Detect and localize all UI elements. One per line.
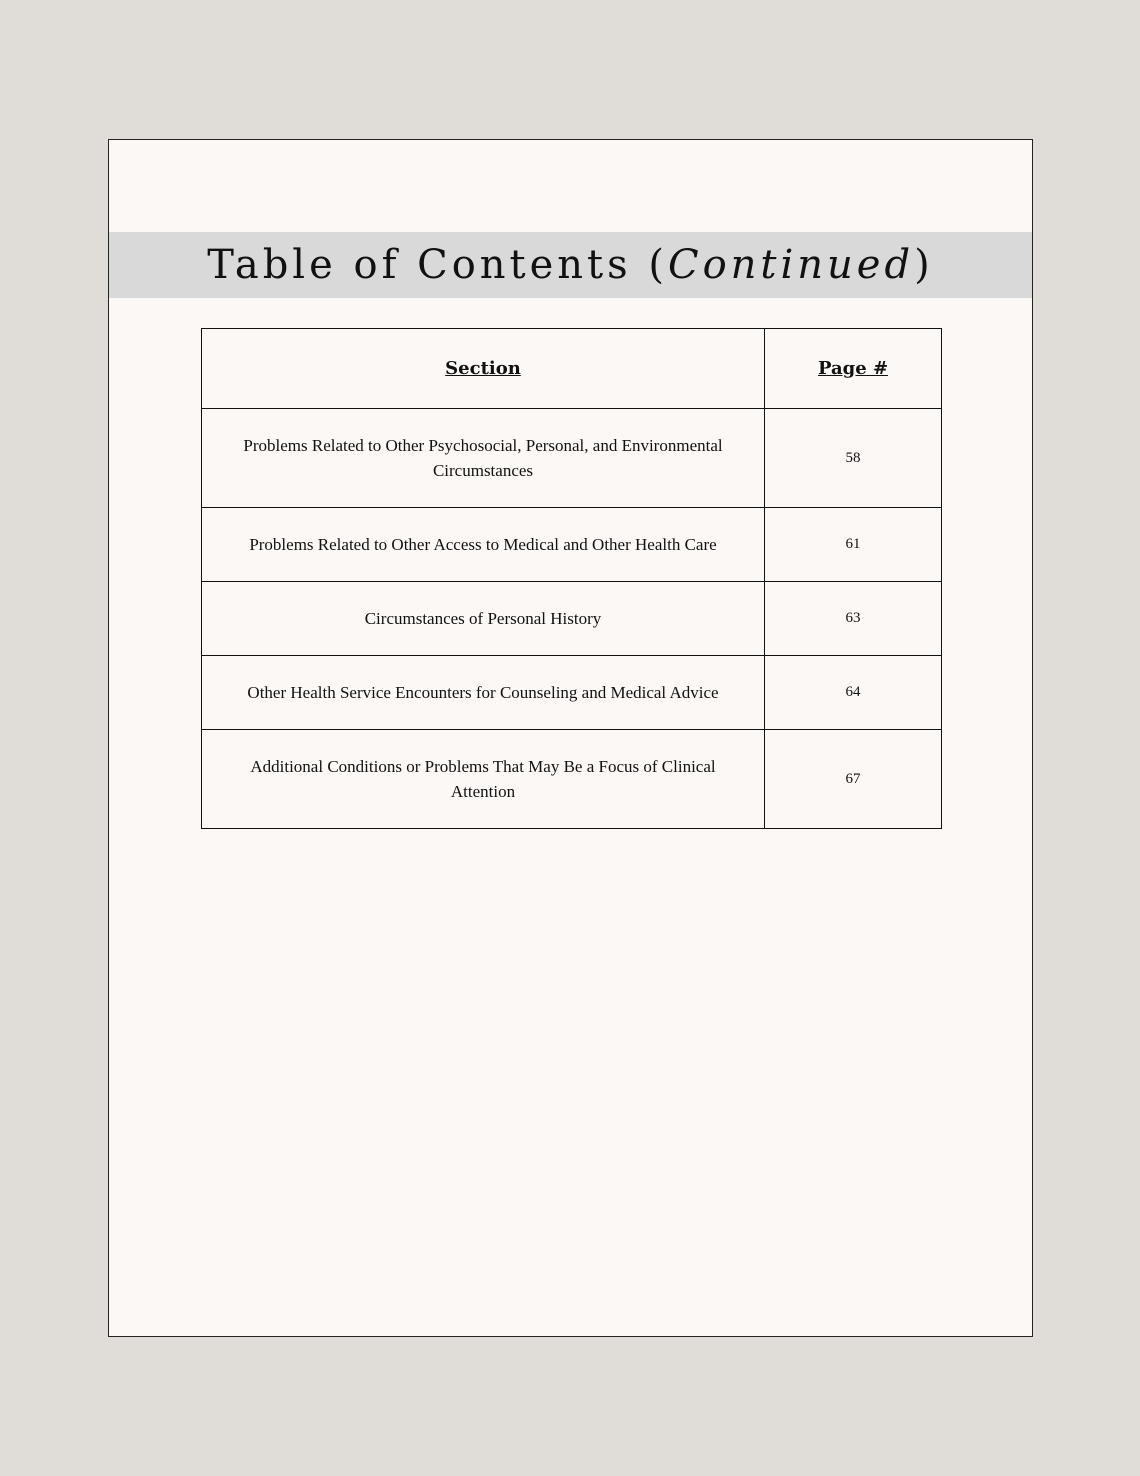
page-title [207,242,933,288]
toc-section: Problems Related to Other Psychosocial, Personal, and Environmental Circumstances [202,409,765,508]
title-italic: Continued [667,242,915,288]
toc-table [201,328,942,829]
toc-row [202,730,942,829]
toc-page-number: 58 [765,409,942,508]
title-band [109,232,1032,298]
toc-row [202,656,942,730]
toc-row [202,508,942,582]
toc-page-number: 64 [765,656,942,730]
toc-page-number: 67 [765,730,942,829]
toc-section: Circumstances of Personal History [202,582,765,656]
toc-section: Additional Conditions or Problems That May Be a Focus of Clinical Attention [202,730,765,829]
toc-section: Other Health Service Encounters for Counseling and Medical Advice [202,656,765,730]
page-header: Page # [765,329,942,409]
toc-row [202,582,942,656]
document-page [108,139,1033,1337]
toc-row [202,409,942,508]
title-close: ) [914,242,934,288]
toc-page-number: 61 [765,508,942,582]
section-header: Section [202,329,765,409]
toc-header-row [202,329,942,409]
title-main: Table of Contents ( [207,242,668,288]
toc-page-number: 63 [765,582,942,656]
toc-section: Problems Related to Other Access to Medical and Other Health Care [202,508,765,582]
